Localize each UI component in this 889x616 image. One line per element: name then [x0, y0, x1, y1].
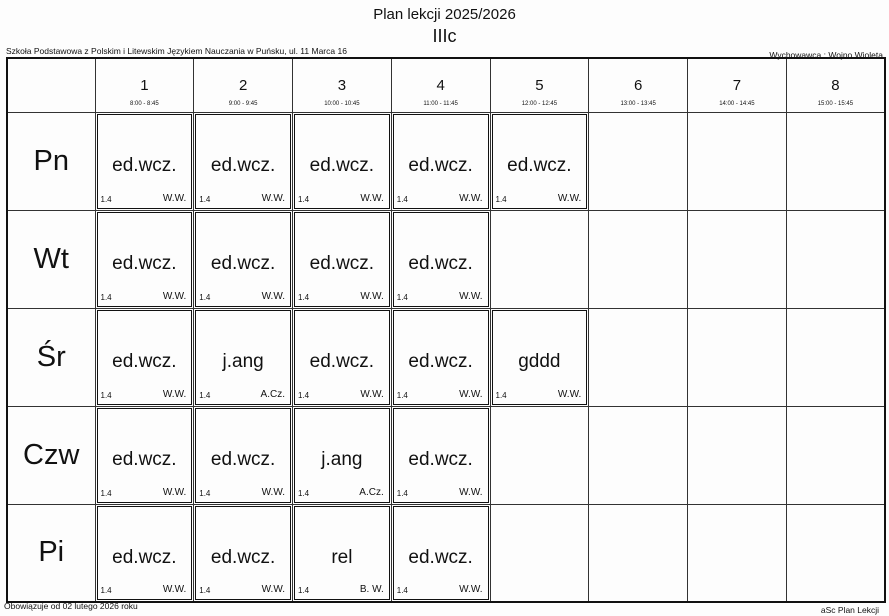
lesson-teacher: W.W. [162, 584, 187, 595]
lesson-subject: ed.wcz. [210, 546, 276, 568]
lesson-box [294, 310, 390, 405]
class-name: IIIc [432, 26, 457, 46]
lesson-box [195, 212, 291, 307]
page-title: Plan lekcji 2025/2026 [373, 6, 516, 23]
lesson-room: 1.4 [396, 194, 408, 204]
lesson-teacher: W.W. [162, 192, 187, 204]
valid-from-note: Obowiązuje od 02 lutego 2026 roku [4, 601, 138, 611]
lesson-cell [490, 112, 589, 210]
lesson-cell [194, 406, 293, 504]
lesson-subject: ed.wcz. [112, 448, 177, 470]
lesson-cell [391, 210, 490, 308]
day-label: Śr [7, 308, 95, 406]
lesson-box [294, 114, 390, 209]
period-header-8 [786, 58, 885, 112]
lesson-teacher: W.W. [459, 290, 483, 302]
lesson-teacher: W.W. [360, 192, 384, 204]
lesson-room: 1.4 [100, 586, 112, 595]
lesson-box [294, 212, 390, 307]
lesson-subject: ed.wcz. [210, 154, 276, 176]
lesson-cell [95, 406, 194, 504]
lesson-cell [293, 504, 392, 602]
lesson-room: 1.4 [298, 194, 310, 204]
lesson-teacher: W.W. [261, 584, 285, 595]
period-number: 8 [831, 77, 840, 94]
period-time: 14:00 - 14:45 [719, 101, 755, 107]
lesson-cell [391, 504, 490, 602]
lesson-box [97, 114, 193, 209]
lesson-cell [293, 406, 392, 504]
lesson-box [195, 114, 291, 209]
lesson-teacher: W.W. [557, 192, 582, 204]
lesson-cell [293, 112, 392, 210]
period-header-row [7, 58, 885, 112]
corner-cell [7, 58, 95, 112]
empty-cell [589, 112, 688, 210]
lesson-box [393, 408, 489, 503]
lesson-box [393, 212, 489, 307]
lesson-subject: ed.wcz. [309, 154, 375, 176]
lesson-subject: ed.wcz. [408, 448, 473, 470]
period-time: 10:00 - 10:45 [324, 101, 360, 107]
lesson-box [97, 310, 193, 405]
day-label: Pi [7, 504, 95, 602]
period-time: 15:00 - 15:45 [817, 101, 854, 107]
lesson-subject: ed.wcz. [309, 252, 375, 274]
empty-cell [688, 308, 787, 406]
period-time: 13:00 - 13:45 [620, 101, 656, 107]
lesson-teacher: A.Cz. [359, 486, 384, 498]
lesson-room: 1.4 [298, 292, 310, 302]
period-number: 5 [535, 77, 544, 94]
period-header-7 [688, 58, 787, 112]
empty-cell [490, 504, 589, 602]
lesson-cell [95, 112, 194, 210]
lesson-room: 1.4 [199, 292, 211, 302]
lesson-subject: ed.wcz. [309, 350, 375, 372]
lesson-teacher: W.W. [459, 192, 483, 204]
period-time: 8:00 - 8:45 [130, 101, 159, 107]
lesson-subject: ed.wcz. [112, 154, 177, 176]
lesson-box [393, 506, 489, 601]
period-time: 9:00 - 9:45 [228, 101, 258, 107]
day-row [7, 504, 885, 602]
lesson-box [195, 506, 291, 601]
lesson-room: 1.4 [495, 390, 507, 400]
period-header-1 [95, 58, 194, 112]
lesson-room: 1.4 [100, 488, 112, 498]
lesson-box [195, 408, 291, 503]
timetable-grid [6, 57, 886, 603]
day-row [7, 210, 885, 308]
lesson-teacher: W.W. [360, 290, 384, 302]
lesson-subject: ed.wcz. [210, 448, 276, 470]
lesson-teacher: W.W. [459, 486, 483, 498]
lesson-box [195, 310, 291, 405]
lesson-cell [194, 504, 293, 602]
lesson-room: 1.4 [396, 292, 408, 302]
lesson-cell [194, 112, 293, 210]
empty-cell [490, 210, 589, 308]
lesson-cell [490, 308, 589, 406]
lesson-room: 1.4 [199, 194, 211, 204]
lesson-subject: ed.wcz. [408, 154, 473, 176]
lesson-box [492, 114, 588, 209]
lesson-teacher: W.W. [557, 388, 582, 400]
lesson-teacher: W.W. [162, 486, 187, 498]
lesson-subject: ed.wcz. [210, 252, 276, 274]
lesson-room: 1.4 [396, 488, 408, 498]
lesson-teacher: W.W. [459, 584, 483, 595]
period-header-6 [589, 58, 688, 112]
lesson-room: 1.4 [298, 488, 310, 498]
day-label: Wt [7, 210, 95, 308]
empty-cell [589, 308, 688, 406]
empty-cell [688, 504, 787, 602]
lesson-subject: ed.wcz. [507, 154, 572, 176]
period-header-3 [293, 58, 392, 112]
lesson-subject: ed.wcz. [408, 546, 473, 568]
empty-cell [786, 406, 885, 504]
lesson-cell [391, 112, 490, 210]
lesson-box [97, 212, 193, 307]
period-number: 4 [436, 77, 445, 94]
lesson-cell [194, 210, 293, 308]
day-row [7, 308, 885, 406]
period-number: 3 [337, 77, 347, 94]
lesson-room: 1.4 [100, 390, 112, 400]
lesson-cell [95, 308, 194, 406]
lesson-cell [391, 406, 490, 504]
lesson-subject: ed.wcz. [112, 546, 177, 568]
lesson-room: 1.4 [199, 586, 211, 595]
lesson-subject: ed.wcz. [408, 350, 473, 372]
lesson-cell [95, 210, 194, 308]
empty-cell [688, 112, 787, 210]
lesson-room: 1.4 [100, 292, 112, 302]
empty-cell [786, 210, 885, 308]
lesson-room: 1.4 [298, 390, 310, 400]
lesson-subject: ed.wcz. [408, 252, 473, 274]
empty-cell [589, 504, 688, 602]
lesson-room: 1.4 [100, 194, 112, 204]
empty-cell [786, 112, 885, 210]
period-number: 7 [732, 77, 742, 94]
empty-cell [786, 308, 885, 406]
lesson-subject: ed.wcz. [112, 252, 177, 274]
period-time: 12:00 - 12:45 [521, 101, 558, 107]
lesson-subject: rel [331, 546, 353, 568]
day-row [7, 406, 885, 504]
school-name: Szkoła Podstawowa z Polskim i Litewskim Językiem Nauczania w Puńsku, ul. 11 Marca 16 [6, 46, 347, 56]
empty-cell [490, 406, 589, 504]
lesson-room: 1.4 [396, 586, 408, 595]
empty-cell [688, 406, 787, 504]
lesson-cell [95, 504, 194, 602]
day-label: Pn [7, 112, 95, 210]
empty-cell [688, 210, 787, 308]
period-header-2 [194, 58, 293, 112]
period-number: 1 [140, 77, 149, 94]
lesson-box [294, 408, 390, 503]
lesson-teacher: W.W. [360, 388, 384, 400]
empty-cell [589, 210, 688, 308]
lesson-cell [391, 308, 490, 406]
lesson-teacher: W.W. [261, 486, 285, 498]
lesson-room: 1.4 [495, 194, 507, 204]
lesson-box [97, 408, 193, 503]
day-label: Czw [7, 406, 95, 504]
lesson-room: 1.4 [199, 488, 211, 498]
lesson-teacher: A.Cz. [260, 388, 285, 400]
period-time: 11:00 - 11:45 [423, 101, 458, 107]
lesson-box [492, 310, 588, 405]
empty-cell [786, 504, 885, 602]
lesson-teacher: W.W. [162, 290, 187, 302]
lesson-subject: ed.wcz. [112, 350, 177, 372]
period-number: 2 [238, 77, 248, 94]
lesson-room: 1.4 [396, 390, 408, 400]
day-row [7, 112, 885, 210]
lesson-room: 1.4 [199, 390, 211, 400]
period-header-4 [391, 58, 490, 112]
lesson-box [97, 506, 193, 601]
period-header-5 [490, 58, 589, 112]
lesson-teacher: W.W. [261, 290, 285, 302]
lesson-subject: j.ang [222, 350, 264, 372]
empty-cell [589, 406, 688, 504]
lesson-cell [194, 308, 293, 406]
lesson-teacher: W.W. [261, 192, 285, 204]
class-tutor: Wychowawca : Wojno Wioleta [769, 50, 883, 60]
lesson-box [294, 506, 390, 601]
lesson-cell [293, 210, 392, 308]
lesson-teacher: W.W. [162, 388, 187, 400]
period-number: 6 [633, 77, 643, 94]
vendor-credit: aSc Plan Lekcji [820, 605, 879, 615]
lesson-box [393, 310, 489, 405]
lesson-room: 1.4 [298, 586, 310, 595]
lesson-teacher: B. W. [359, 584, 384, 595]
lesson-box [393, 114, 489, 209]
lesson-teacher: W.W. [459, 388, 483, 400]
lesson-subject: gddd [518, 350, 561, 372]
lesson-subject: j.ang [321, 448, 363, 470]
lesson-cell [293, 308, 392, 406]
